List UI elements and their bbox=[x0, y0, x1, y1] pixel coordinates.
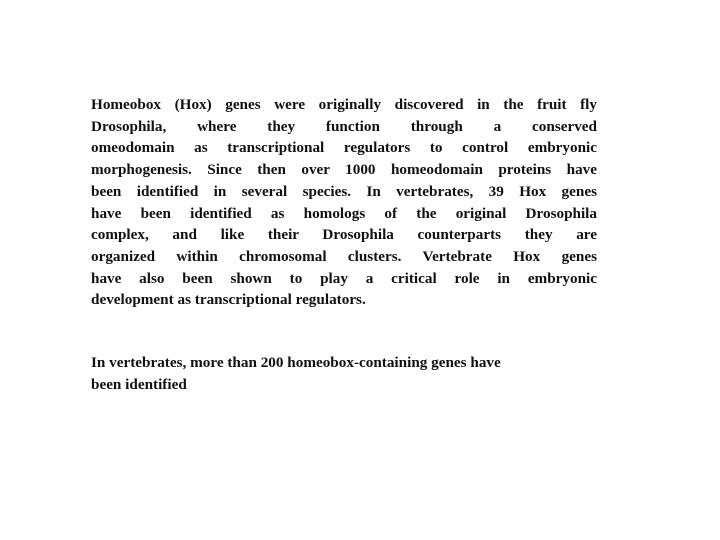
paragraph-line: been identified in several species. In vertebrates, 39 Hox genes bbox=[91, 182, 597, 200]
paragraph-line: omeodomain as transcriptional regulators to control embryonic bbox=[91, 139, 597, 157]
paragraph-vertebrate-homeobox bbox=[91, 352, 597, 395]
paragraph-line: Drosophila, where they function through a conserved bbox=[91, 117, 597, 135]
paragraph-line: complex, and like their Drosophila counterparts they are bbox=[91, 226, 597, 244]
paragraph-line: have also been shown to play a critical role in embryonic bbox=[91, 269, 597, 287]
paragraph-line: Homeobox (Hox) genes were originally discovered in the fruit fly bbox=[91, 96, 597, 113]
paragraph-line: been identified bbox=[91, 375, 187, 393]
paragraph-line: have been identified as homologs of the original Drosophila bbox=[91, 204, 597, 222]
paragraph-line: development as transcriptional regulators. bbox=[91, 291, 366, 309]
paragraph-line: morphogenesis. Since then over 1000 homeodomain proteins have bbox=[91, 161, 597, 179]
paragraph-line: In vertebrates, more than 200 homeobox-containing genes have bbox=[91, 354, 501, 371]
paragraph-line: organized within chromosomal clusters. Vertebrate Hox genes bbox=[91, 247, 597, 265]
paragraph-hox-genes bbox=[91, 94, 597, 311]
